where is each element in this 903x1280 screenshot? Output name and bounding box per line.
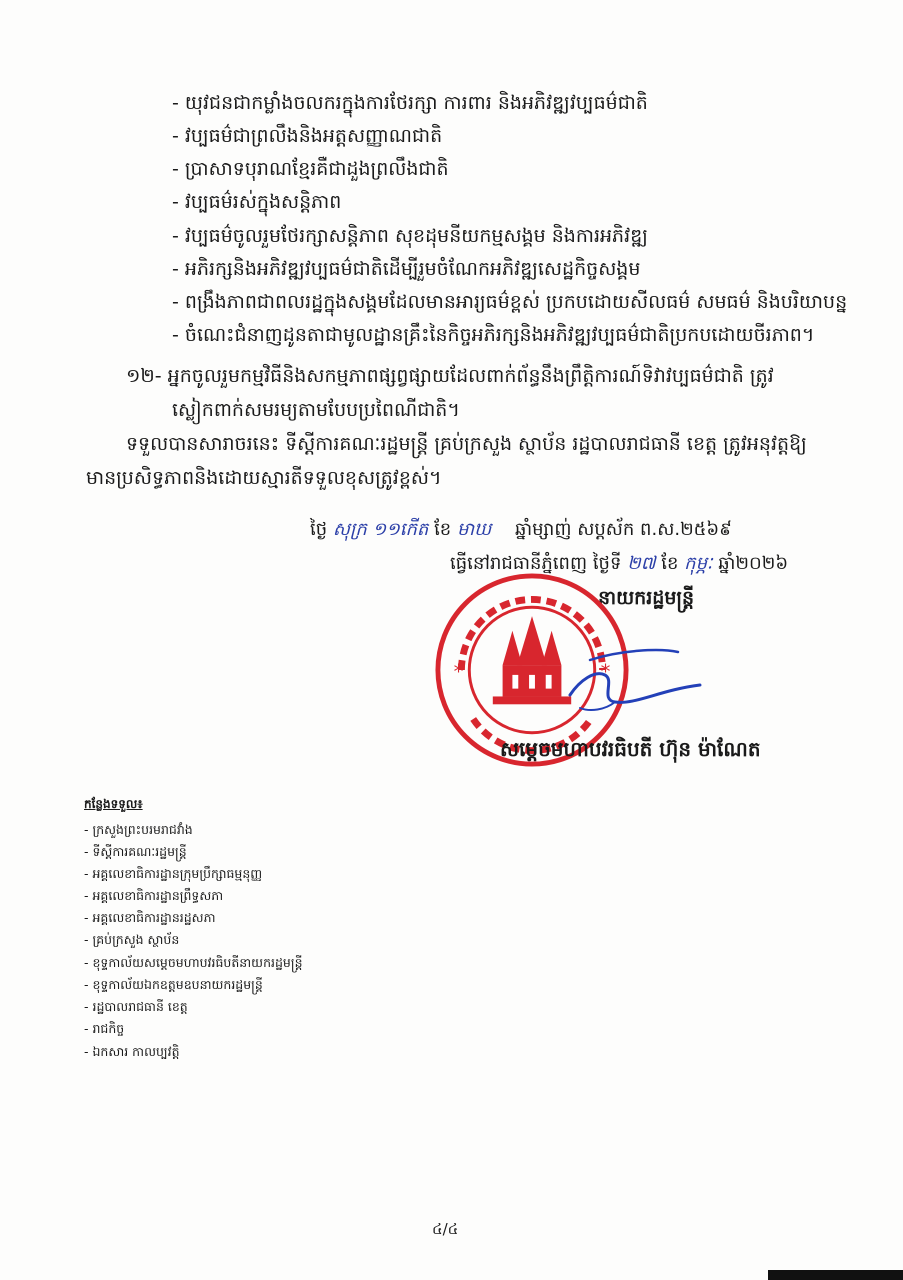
recipient-item: - រាជកិច្ច [84,1021,125,1036]
signatory-name: សម្តេចមហាបវរធិបតី ហ៊ុន ម៉ាណែត [500,737,761,761]
recipient-item: - គ្រប់ក្រសួង ស្ថាប័ន [84,932,180,947]
month-prefix: ខែ [661,553,679,574]
signature-icon [560,640,710,720]
closing-line-1: ទទួលបានសារាចរនេះ ទីស្តីការគណៈរដ្ឋមន្ត្រី គ្រប់ក្រសួង ស្ថាប័ន រដ្ឋបាលរាជធានី ខេត្ត ត្រូវអនុវត្តឱ្យ [126,433,807,455]
lunar-month-handwritten: មាឃ [456,519,492,540]
page-number: ៤/៤ [432,1220,459,1238]
recipient-item: - អគ្គលេខាធិការដ្ឋានក្រុមប្រឹក្សាធម្មនុញ្ញ [84,866,263,881]
lunar-month-prefix: ខែ [434,519,452,540]
bullet-item: - ចំណេះជំនាញដូនតាជាមូលដ្ឋានគ្រឹះនៃកិច្ចអភិរក្សនិងអភិវឌ្ឍវប្បធម៌ជាតិប្រកបដោយចីរភាព។ [172,324,815,346]
bullet-item: - យុវជនជាកម្លាំងចលករក្នុងការថែរក្សា ការពារ និងអភិវឌ្ឍវប្បធម៌ជាតិ [172,92,648,114]
lunar-day-prefix: ថ្ងៃ [310,519,328,540]
recipient-item: - ទីស្តីការគណៈរដ្ឋមន្ត្រី [84,844,187,859]
day-handwritten: ២៧ [627,553,656,574]
bullet-item: - ប្រាសាទបុរាណខ្មែរគឺជាដួងព្រលឹងជាតិ [172,158,449,180]
recipient-item: - ខុទ្ទកាល័យសម្តេចមហាបវរធិបតីនាយករដ្ឋមន្ត្រី [84,955,303,970]
bullet-item: - ពង្រឹងភាពជាពលរដ្ឋក្នុងសង្គមដែលមានអារ្យធម៌ខ្ពស់ ប្រកបដោយសីលធម៌ សមធម៌ និងបរិយាបន្ន [172,291,848,313]
bullet-item: - វប្បធម៌រស់ក្នុងសន្តិភាព [172,191,342,213]
recipients-heading: កន្លែងទទួល៖ [84,797,143,811]
item-12-line-2: ស្លៀកពាក់សមរម្យតាមបែបប្រពៃណីជាតិ។ [172,399,460,421]
recipient-item: - ខុទ្ទកាល័យឯកឧត្តមឧបនាយករដ្ឋមន្ត្រី [84,977,263,992]
month-handwritten: កុម្ភៈ [684,553,713,574]
scan-edge [768,1270,903,1280]
svg-text:*: * [453,659,464,683]
place-prefix: ធ្វើនៅរាជធានីភ្នំពេញ ថ្ងៃទី [450,553,622,574]
lunar-date [310,518,732,542]
recipient-item: - ក្រសួងព្រះបរមរាជវាំង [84,822,193,837]
year: ឆ្នាំ២០២៦ [718,553,789,574]
closing-line-2: មានប្រសិទ្ធភាពនិងដោយស្មារតីទទួលខុសត្រូវខ្ពស់។ [86,467,442,489]
recipient-item: - អគ្គលេខាធិការដ្ឋានព្រឹទ្ធសភា [84,888,224,903]
recipient-item: - ឯកសារ កាលប្បវត្តិ [84,1044,180,1059]
lunar-year: ឆ្នាំម្សាញ់ សប្តស័ក ព.ស.២៥៦៩ [514,519,732,540]
svg-text:*: * [600,659,611,683]
recipient-item: - អគ្គលេខាធិការដ្ឋានរដ្ឋសភា [84,910,216,925]
lunar-day-handwritten: សុក្រ ១១កើត [332,519,429,540]
bullet-item: - វប្បធម៌ជាព្រលឹងនិងអត្តសញ្ញាណជាតិ [172,125,443,147]
bullet-item: - អភិរក្សនិងអភិវឌ្ឍវប្បធម៌ជាតិដើម្បីរួមចំណែកអភិវឌ្ឍសេដ្ឋកិច្ចសង្គម [172,258,641,280]
item-12-line-1: ១២- អ្នកចូលរួមកម្មវិធីនិងសកម្មភាពផ្សព្វផ្សាយដែលពាក់ព័ន្ធនឹងព្រឹត្តិការណ៍ទិវាវប្បធម៌ជាតិ ត្រូវ [126,365,774,387]
bullet-item: - វប្បធម៌ចូលរួមថែរក្សាសន្តិភាព សុខដុមនីយកម្មសង្គម និងការអភិវឌ្ឍ [172,225,648,247]
signatory-role: នាយករដ្ឋមន្ត្រី [598,587,695,609]
recipient-item: - រដ្ឋបាលរាជធានី ខេត្ត [84,999,188,1014]
